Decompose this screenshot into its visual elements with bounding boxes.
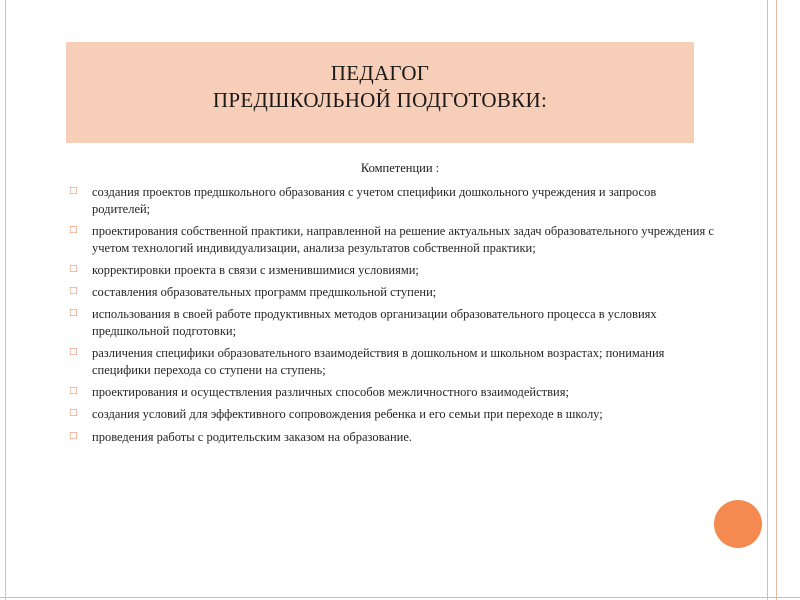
bullet-square-icon: □ [69, 347, 78, 357]
bullet-square-icon: □ [69, 186, 78, 196]
bullet-square-icon: □ [69, 308, 78, 318]
border-line-left [5, 0, 6, 600]
list-item [66, 406, 716, 423]
list-item-text: создания условий для эффективного сопровождения ребенка и его семьи при переходе в школу; [92, 407, 603, 421]
list-item-text: корректировки проекта в связи с изменившимися условиями; [92, 263, 419, 277]
list-item-text: различения специфики образовательного взаимодействия в дошкольном и школьном возрастах; понимания специфики перехода со ступени на ступень; [92, 346, 665, 377]
list-item-text: создания проектов предшкольного образования с учетом специфики дошкольного учреждения и запросов родителей; [92, 185, 657, 216]
decorative-circle [714, 500, 762, 548]
list-item-text: проектирования собственной практики, направленной на решение актуальных задач образовательного учреждения с учетом технологий индивидуализации, анализа результатов собственной практики; [92, 224, 714, 255]
bullet-square-icon: □ [69, 386, 78, 396]
competencies-heading: Компетенции : [360, 161, 440, 175]
border-line-right-inner [767, 0, 768, 600]
list-item [66, 284, 716, 301]
bullet-square-icon: □ [69, 264, 78, 274]
slide-title-line-1: ПЕДАГОГ [330, 60, 430, 85]
list-item [66, 262, 716, 279]
border-line-bottom [0, 597, 800, 598]
bullet-square-icon: □ [69, 286, 78, 296]
list-item [66, 184, 716, 218]
list-item-text: использования в своей работе продуктивных методов организации образовательного процесса в условиях предшкольной подготовки; [92, 307, 657, 338]
list-item-text: проектирования и осуществления различных способов межличностного взаимодействия; [92, 385, 569, 399]
bullet-square-icon: □ [69, 431, 78, 441]
border-line-right-outer [776, 0, 777, 600]
list-item-text: составления образовательных программ предшкольной ступени; [92, 285, 437, 299]
list-item [66, 306, 716, 340]
list-item [66, 223, 716, 257]
list-item [66, 345, 716, 379]
bullet-square-icon: □ [69, 225, 78, 235]
list-item [66, 429, 716, 446]
list-item [66, 384, 716, 401]
bullet-square-icon: □ [69, 408, 78, 418]
slide-title-line-2: ПРЕДШКОЛЬНОЙ ПОДГОТОВКИ: [212, 87, 548, 112]
title-box [66, 42, 694, 143]
competencies-list [66, 184, 716, 451]
list-item-text: проведения работы с родительским заказом на образование. [92, 430, 413, 444]
